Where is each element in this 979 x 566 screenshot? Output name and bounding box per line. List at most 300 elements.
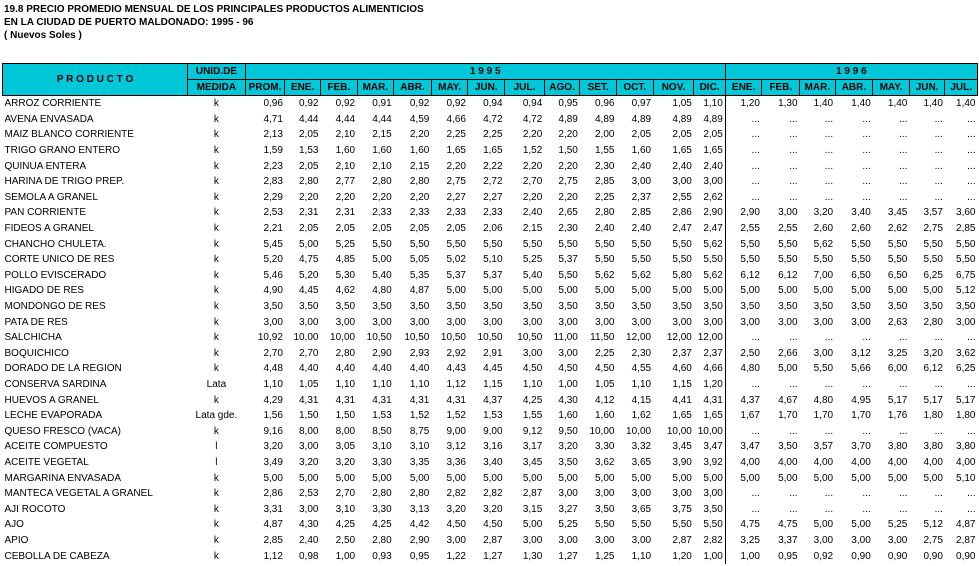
price-cell: 1,53 — [483, 410, 503, 422]
price-cell: 1,60 — [558, 410, 578, 422]
price-cell: 2,55 — [778, 223, 798, 235]
price-cell: 5,00 — [813, 285, 834, 297]
price-cell: 5,00 — [778, 285, 798, 297]
price-cell: 3,62 — [956, 347, 976, 359]
header-month-1995: FEB. — [320, 80, 357, 96]
price-cell: 5,00 — [725, 283, 762, 299]
unit-of-measure: k — [213, 254, 219, 266]
price-cell: 4,72 — [483, 113, 503, 125]
price-cell: 3,50 — [778, 301, 798, 313]
header-month-1995: AGO. — [544, 80, 580, 96]
price-cell: ... — [899, 145, 908, 157]
price-cell: ... — [967, 113, 976, 125]
price-cell: 10,00 — [626, 425, 652, 437]
price-cell: 2,75 — [558, 176, 578, 188]
price-cell: 4,12 — [595, 394, 615, 406]
price-cell: 1,10 — [703, 98, 723, 110]
price-cell: ... — [824, 160, 834, 172]
price-cell: 5,00 — [483, 472, 503, 484]
price-cell: 2,20 — [372, 191, 392, 203]
price-cell: 3,20 — [299, 456, 319, 468]
price-cell: 5,00 — [851, 519, 871, 531]
product-name: POLLO EVISCERADO — [4, 269, 107, 281]
price-cell: 0,92 — [813, 550, 834, 562]
price-cell: 2,10 — [335, 129, 356, 141]
price-cell: 2,29 — [263, 191, 283, 203]
price-cell: 2,05 — [372, 223, 392, 235]
price-cell: ... — [862, 129, 871, 141]
price-cell: 2,20 — [558, 160, 578, 172]
price-cell: 1,65 — [672, 410, 692, 422]
price-cell: 3,20 — [335, 456, 356, 468]
price-cell: 1,27 — [558, 550, 578, 562]
price-cell: 3,00 — [263, 316, 283, 328]
price-cell: 0,92 — [299, 98, 319, 110]
header-month-1995: DIC. — [694, 80, 725, 96]
unit-of-measure: k — [213, 207, 219, 219]
price-cell: ... — [824, 191, 834, 203]
price-cell: 7,00 — [813, 269, 834, 281]
price-cell: 1,52 — [446, 410, 466, 422]
unit-of-measure: k — [213, 394, 219, 406]
price-cell: 1,62 — [631, 410, 652, 422]
table-row — [3, 392, 978, 408]
price-cell: ... — [789, 145, 798, 157]
table-row — [3, 190, 978, 206]
price-cell: 4,80 — [725, 361, 762, 377]
price-cell: ... — [899, 191, 908, 203]
price-cell: 2,55 — [725, 221, 762, 237]
price-cell: 3,00 — [558, 534, 578, 546]
product-name: ACEITE VEGETAL — [4, 456, 89, 468]
header-month-1996: JUL. — [945, 80, 978, 96]
price-cell: 2,40 — [631, 223, 652, 235]
product-name: PATA DE RES — [4, 316, 68, 328]
price-cell: 2,40 — [595, 223, 615, 235]
price-cell: 5,00 — [372, 254, 392, 266]
price-cell: 2,80 — [335, 347, 356, 359]
price-cell: 2,55 — [672, 191, 692, 203]
price-cell: ... — [789, 378, 798, 390]
price-cell: ... — [899, 378, 908, 390]
price-cell: 5,25 — [887, 519, 908, 531]
price-cell: 0,90 — [887, 550, 908, 562]
price-cell: 5,30 — [335, 269, 356, 281]
product-name: ARROZ CORRIENTE — [4, 98, 102, 110]
price-cell: 3,50 — [335, 301, 356, 313]
price-cell: 2,47 — [703, 223, 723, 235]
price-cell: 5,00 — [923, 285, 943, 297]
price-cell: 5,50 — [778, 254, 798, 266]
product-name: SALCHICHA — [4, 332, 62, 344]
price-cell: 4,37 — [725, 392, 762, 408]
price-cell: 3,13 — [409, 503, 430, 515]
price-cell: ... — [967, 332, 976, 344]
table-row — [3, 112, 978, 128]
price-cell: 10,50 — [404, 332, 430, 344]
price-cell: 4,30 — [299, 519, 319, 531]
price-cell: 1,10 — [409, 378, 430, 390]
price-cell: 4,66 — [703, 363, 723, 375]
title-line-3: ( Nuevos Soles ) — [4, 30, 82, 41]
price-cell: 3,00 — [299, 441, 319, 453]
price-cell: 1,22 — [446, 550, 466, 562]
price-cell: ... — [862, 145, 871, 157]
price-cell: ... — [789, 160, 798, 172]
header-month-1995: ENE. — [285, 80, 321, 96]
price-cell: 2,37 — [672, 347, 692, 359]
price-cell: 3,20 — [446, 503, 466, 515]
header-month-1996: FEB. — [762, 80, 800, 96]
price-cell: 3,35 — [409, 456, 430, 468]
price-cell: 5,50 — [725, 236, 762, 252]
price-cell: 2,83 — [263, 176, 283, 188]
price-cell: 1,10 — [631, 550, 652, 562]
price-cell: ... — [899, 425, 908, 437]
unit-of-measure: k — [213, 160, 219, 172]
price-cell: 3,20 — [813, 207, 834, 219]
price-cell: 3,00 — [672, 316, 692, 328]
header-unid-2: MEDIDA — [188, 80, 246, 96]
price-cell: 3,00 — [558, 316, 578, 328]
price-cell: 5,45 — [263, 238, 283, 250]
price-cell: 4,59 — [409, 113, 430, 125]
price-cell: 0,90 — [851, 550, 871, 562]
price-cell: 4,45 — [483, 363, 503, 375]
product-name: CORTE UNICO DE RES — [4, 254, 115, 266]
price-cell: 5,40 — [372, 269, 392, 281]
price-cell: 4,89 — [558, 113, 578, 125]
table-row — [3, 127, 978, 143]
unit-of-measure: k — [213, 176, 219, 188]
price-cell: 5,20 — [299, 269, 319, 281]
price-cell: 1,05 — [595, 378, 615, 390]
product-name: HUEVOS A GRANEL — [4, 394, 99, 406]
price-cell: 5,50 — [446, 238, 466, 250]
price-cell: 2,80 — [299, 176, 319, 188]
price-cell: 4,40 — [299, 363, 319, 375]
price-cell: 5,00 — [372, 472, 392, 484]
price-cell: 3,05 — [335, 441, 356, 453]
price-cell: 0,98 — [299, 550, 319, 562]
price-cell: 5,00 — [263, 472, 283, 484]
price-cell: 1,65 — [672, 145, 692, 157]
price-cell: 3,00 — [956, 316, 976, 328]
price-cell: 1,53 — [299, 145, 319, 157]
price-cell: 2,05 — [703, 129, 723, 141]
price-cell: 4,42 — [409, 519, 430, 531]
price-cell: 2,20 — [558, 191, 578, 203]
price-cell: 2,50 — [725, 346, 762, 362]
price-cell: 2,80 — [372, 534, 392, 546]
price-cell: ... — [862, 176, 871, 188]
price-cell: 1,00 — [558, 378, 578, 390]
price-cell: 12,00 — [697, 332, 723, 344]
price-cell: 6,25 — [956, 363, 976, 375]
price-cell: 2,91 — [483, 347, 503, 359]
price-cell: 5,50 — [887, 254, 908, 266]
price-cell: ... — [934, 176, 943, 188]
price-cell: ... — [899, 129, 908, 141]
price-cell: 3,32 — [631, 441, 652, 453]
price-cell: 5,62 — [703, 238, 723, 250]
price-cell: 4,29 — [263, 394, 283, 406]
price-cell: 4,89 — [631, 113, 652, 125]
price-cell: 6,00 — [887, 363, 908, 375]
price-cell: 1,52 — [409, 410, 430, 422]
price-cell: 5,50 — [672, 519, 692, 531]
price-cell: ... — [862, 113, 871, 125]
price-cell: 5,50 — [672, 254, 692, 266]
price-cell: 3,25 — [887, 347, 908, 359]
table-row — [3, 486, 978, 502]
price-cell: 10,92 — [257, 332, 283, 344]
price-cell: ... — [862, 191, 871, 203]
price-cell: 0,90 — [956, 550, 976, 562]
price-cell: 3,12 — [851, 347, 871, 359]
price-cell: 2,15 — [409, 160, 430, 172]
price-cell: 2,30 — [595, 160, 615, 172]
price-cell: 4,72 — [522, 113, 543, 125]
price-cell: 5,37 — [483, 269, 503, 281]
price-cell: 4,31 — [409, 394, 430, 406]
price-cell: 4,31 — [703, 394, 723, 406]
price-cell: 9,50 — [558, 425, 578, 437]
price-cell: ... — [899, 160, 908, 172]
price-cell: 4,31 — [372, 394, 392, 406]
price-cell: 0,93 — [372, 550, 392, 562]
price-cell: 2,25 — [595, 191, 615, 203]
price-cell: ... — [824, 425, 834, 437]
price-cell: 5,02 — [446, 254, 466, 266]
price-cell: ... — [862, 503, 871, 515]
price-cell: 1,67 — [725, 408, 762, 424]
price-cell: 3,00 — [483, 316, 503, 328]
price-cell: ... — [725, 127, 762, 143]
table-row — [3, 548, 978, 564]
price-cell: 1,60 — [631, 145, 652, 157]
price-cell: 1,05 — [299, 378, 319, 390]
table-row — [3, 517, 978, 533]
price-cell: 1,65 — [703, 410, 723, 422]
price-cell: 2,31 — [335, 207, 356, 219]
price-cell: 3,00 — [595, 534, 615, 546]
table-row — [3, 143, 978, 159]
price-cell: 5,00 — [409, 472, 430, 484]
price-cell: 2,20 — [409, 191, 430, 203]
price-cell: ... — [967, 129, 976, 141]
price-cell: 4,25 — [522, 394, 543, 406]
price-cell: 3,00 — [631, 534, 652, 546]
price-cell: 1,80 — [923, 410, 943, 422]
price-cell: 3,00 — [778, 316, 798, 328]
price-cell: 0,92 — [446, 98, 466, 110]
product-name: AJI ROCOTO — [4, 503, 66, 515]
product-name: MONDONGO DE RES — [4, 301, 106, 313]
price-cell: 1,59 — [263, 145, 283, 157]
product-name: HARINA DE TRIGO PREP. — [4, 176, 125, 188]
price-cell: 1,70 — [851, 410, 871, 422]
product-name: CONSERVA SARDINA — [4, 378, 107, 390]
table-row — [3, 501, 978, 517]
price-cell: 3,00 — [703, 176, 723, 188]
price-cell: 2,05 — [446, 223, 466, 235]
price-cell: 5,50 — [813, 363, 834, 375]
price-cell: 2,27 — [446, 191, 466, 203]
price-cell: 5,50 — [409, 238, 430, 250]
price-cell: 2,05 — [335, 223, 356, 235]
price-cell: ... — [824, 145, 834, 157]
price-cell: 3,50 — [522, 301, 543, 313]
header-month-1996: JUN. — [909, 80, 945, 96]
unit-of-measure: k — [213, 347, 219, 359]
price-cell: 3,50 — [483, 301, 503, 313]
price-cell: 2,80 — [372, 176, 392, 188]
price-cell: 3,00 — [631, 316, 652, 328]
price-cell: 1,70 — [778, 410, 798, 422]
price-cell: ... — [789, 332, 798, 344]
price-cell: 5,25 — [522, 254, 543, 266]
price-cell: 2,75 — [446, 176, 466, 188]
price-cell: 3,50 — [672, 301, 692, 313]
unit-of-measure: Lata — [206, 378, 227, 390]
price-cell: 2,87 — [483, 534, 503, 546]
price-cell: 2,70 — [299, 347, 319, 359]
price-cell: 2,70 — [522, 176, 543, 188]
unit-of-measure: l — [215, 456, 218, 468]
price-cell: 3,12 — [446, 441, 466, 453]
table-row — [3, 299, 978, 315]
price-cell: 3,00 — [631, 176, 652, 188]
price-cell: 3,10 — [409, 441, 430, 453]
price-cell: 4,80 — [372, 285, 392, 297]
price-cell: 10,50 — [517, 332, 543, 344]
price-cell: 5,50 — [595, 254, 615, 266]
price-cell: 3,00 — [887, 534, 908, 546]
price-cell: ... — [934, 503, 943, 515]
price-cell: 0,96 — [595, 98, 615, 110]
price-cell: 1,20 — [672, 550, 692, 562]
price-cell: 2,37 — [703, 347, 723, 359]
price-cell: 5,50 — [631, 519, 652, 531]
price-cell: 2,20 — [522, 129, 543, 141]
price-cell: ... — [824, 503, 834, 515]
price-cell: 5,62 — [631, 269, 652, 281]
price-cell: 5,00 — [522, 285, 543, 297]
price-cell: 4,25 — [335, 519, 356, 531]
price-cell: 3,00 — [446, 316, 466, 328]
price-cell: 1,60 — [372, 145, 392, 157]
price-cell: 2,37 — [631, 191, 652, 203]
unit-of-measure: k — [213, 129, 219, 141]
price-cell: 4,31 — [335, 394, 356, 406]
price-cell: 3,17 — [522, 441, 543, 453]
price-cell: 5,50 — [956, 254, 976, 266]
price-cell: 8,50 — [372, 425, 392, 437]
price-cell: 5,50 — [703, 254, 723, 266]
price-cell: 2,25 — [446, 129, 466, 141]
price-cell: 1,00 — [335, 550, 356, 562]
price-cell: ... — [934, 191, 943, 203]
price-cell: 5,00 — [851, 472, 871, 484]
header-month-1995: JUL. — [505, 80, 545, 96]
price-cell: 5,50 — [851, 238, 871, 250]
price-cell: 3,45 — [672, 441, 692, 453]
price-cell: 4,31 — [446, 394, 466, 406]
price-cell: 4,44 — [299, 113, 319, 125]
price-cell: ... — [789, 129, 798, 141]
price-cell: 2,20 — [335, 191, 356, 203]
table-row — [3, 268, 978, 284]
price-cell: 1,15 — [672, 378, 692, 390]
price-cell: 2,85 — [263, 534, 283, 546]
price-cell: 4,41 — [672, 394, 692, 406]
price-cell: 1,10 — [335, 378, 356, 390]
price-cell: 3,00 — [778, 207, 798, 219]
price-cell: 3,30 — [372, 503, 392, 515]
price-cell: 0,92 — [409, 98, 430, 110]
price-cell: 1,76 — [887, 410, 908, 422]
price-cell: 1,53 — [372, 410, 392, 422]
price-cell: 5,50 — [725, 252, 762, 268]
price-cell: ... — [934, 113, 943, 125]
price-cell: 2,20 — [522, 191, 543, 203]
table-row — [3, 158, 978, 174]
price-cell: 5,00 — [595, 472, 615, 484]
unit-of-measure: k — [213, 316, 219, 328]
price-cell: 3,45 — [887, 207, 908, 219]
product-name: PAN CORRIENTE — [4, 207, 86, 219]
price-cell: 2,40 — [299, 534, 319, 546]
price-cell: 3,50 — [409, 301, 430, 313]
price-cell: 3,00 — [446, 534, 466, 546]
header-month-1995: PROM. — [245, 80, 285, 96]
product-name: AVENA ENVASADA — [4, 113, 94, 125]
price-cell: 1,60 — [595, 410, 615, 422]
price-cell: 3,50 — [923, 301, 943, 313]
price-cell: 6,50 — [887, 269, 908, 281]
price-cell: 5,00 — [725, 470, 762, 486]
price-cell: 3,40 — [483, 456, 503, 468]
price-cell: ... — [725, 486, 762, 502]
header-month-1995: MAR. — [357, 80, 394, 96]
product-name: APIO — [4, 534, 29, 546]
price-cell: ... — [862, 425, 871, 437]
price-cell: 5,00 — [299, 472, 319, 484]
price-cell: 10,00 — [697, 425, 723, 437]
price-cell: 2,40 — [672, 160, 692, 172]
title-line-2: EN LA CIUDAD DE PUERTO MALDONADO: 1995 - 96 — [4, 17, 254, 28]
unit-of-measure: k — [213, 98, 219, 110]
price-cell: 2,05 — [672, 129, 692, 141]
unit-of-measure: k — [213, 113, 219, 125]
price-cell: 5,50 — [595, 519, 615, 531]
price-cell: 5,00 — [446, 472, 466, 484]
price-cell: 1,25 — [595, 550, 615, 562]
price-cell: ... — [967, 503, 976, 515]
price-cell: 1,52 — [522, 145, 543, 157]
unit-of-measure: k — [213, 285, 219, 297]
header-month-1995: MAY. — [431, 80, 468, 96]
price-cell: ... — [862, 332, 871, 344]
table-row — [3, 346, 978, 362]
price-cell: 3,92 — [703, 456, 723, 468]
price-cell: 0,95 — [778, 550, 798, 562]
price-cell: 5,00 — [483, 285, 503, 297]
price-cell: 3,50 — [558, 456, 578, 468]
price-cell: 1,65 — [446, 145, 466, 157]
price-cell: 6,12 — [778, 269, 798, 281]
